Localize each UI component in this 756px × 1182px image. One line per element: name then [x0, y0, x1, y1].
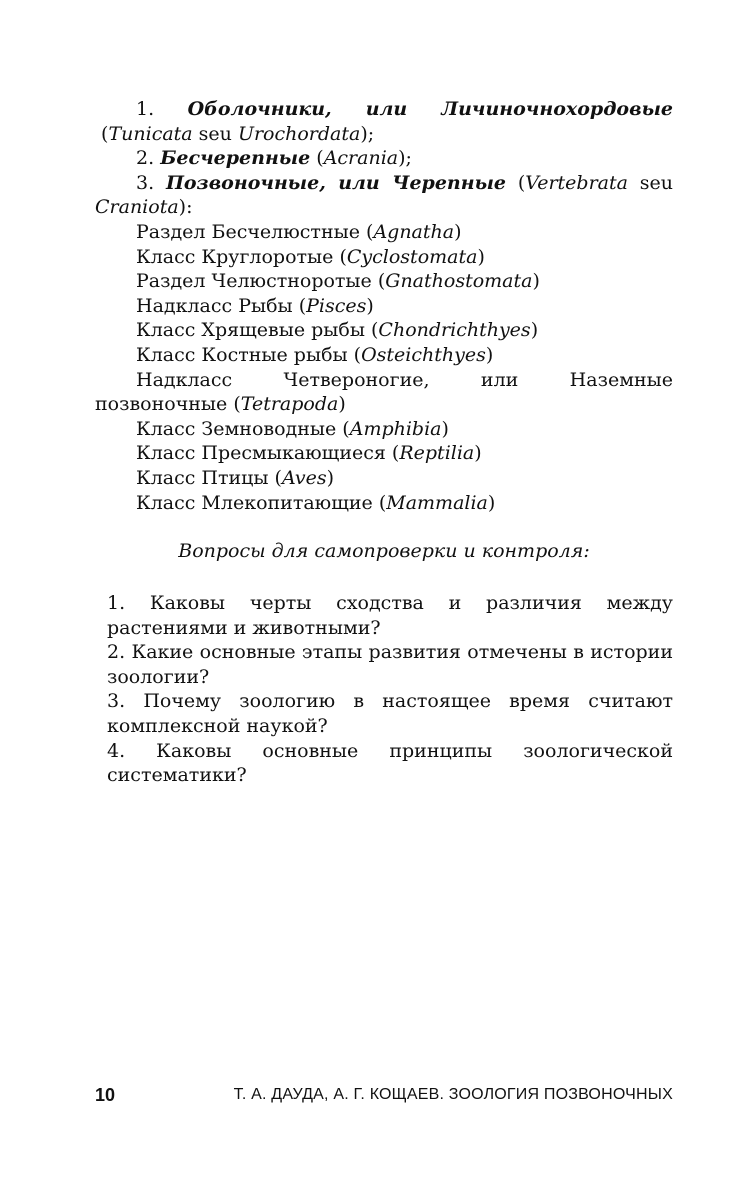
taxonomy-item-3: 3. Позвоночные, или Черепные (Vertebrata seu Craniota): — [95, 171, 673, 219]
taxon-group: Раздел Бесчелюстные (Agnatha) — [136, 220, 462, 243]
questions-list — [107, 591, 673, 788]
latin-name: Urochordata — [237, 122, 361, 145]
question-item: 1. Каковы черты сходства и различия между растениями и животными? — [107, 592, 673, 639]
taxon-group: Надкласс Рыбы (Pisces) — [136, 294, 374, 317]
taxonomy-item-2: 2. Бесчерепные (Acrania); — [136, 147, 412, 170]
latin-name: Vertebrata — [525, 171, 628, 194]
taxon-class: Класс Земноводные (Amphibia) — [136, 417, 449, 440]
taxon-group: Класс Хрящевые рыбы (Chondrichthyes) — [136, 319, 539, 342]
latin-name: Craniota — [95, 196, 179, 219]
question-item: 4. Каковы основные принципы зоологической систематики? — [107, 739, 673, 787]
question-item: 3. Почему зоологию в настоящее время считают комплексной наукой? — [107, 690, 673, 737]
taxonomy-item-1: 1. Оболочники, или Личиночнохордовые (Tunicata seu Urochordata); — [101, 98, 673, 145]
taxon-group-tetrapoda: Надкласс Четвероногие, или Наземные позвоночные (Tetrapoda) — [95, 368, 673, 416]
taxon-class: Класс Птицы (Aves) — [136, 466, 335, 489]
taxonomy-name: Позвоночные, или Черепные — [165, 171, 507, 194]
taxon-class: Класс Млекопитающие (Mammalia) — [136, 491, 496, 514]
running-head: Т. А. ДАУДА, А. Г. КОЩАЕВ. ЗООЛОГИЯ ПОЗВОНОЧНЫХ — [233, 1086, 673, 1103]
taxon-group: Класс Костные рыбы (Osteichthyes) — [136, 343, 494, 366]
latin-name: Tunicata — [108, 122, 193, 145]
taxon-group: Раздел Челюстноротые (Gnathostomata) — [136, 270, 540, 293]
questions-heading: Вопросы для самопроверки и контроля: — [178, 540, 590, 562]
page-number: 10 — [95, 1085, 116, 1105]
taxon-group: Класс Круглоротые (Cyclostomata) — [136, 245, 485, 268]
question-item: 2. Какие основные этапы развития отмечены в истории зоологии? — [107, 641, 673, 688]
taxonomy-name: Бесчерепные — [160, 147, 311, 170]
latin-name: Acrania — [323, 147, 399, 170]
taxon-class: Класс Пресмыкающиеся (Reptilia) — [136, 442, 482, 465]
taxonomy-list — [95, 97, 673, 515]
taxonomy-name: Оболочники, или Личиночнохордовые — [187, 98, 673, 120]
